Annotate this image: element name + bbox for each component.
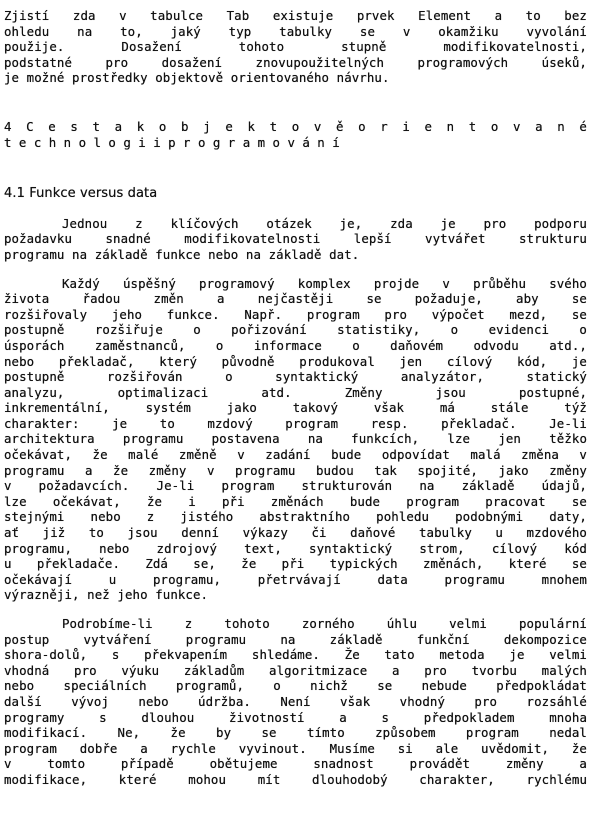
section-heading <box>4 186 587 202</box>
chapter-heading-line-2: t e c h n o l o g i i p r o g r a m o v á n í <box>4 134 340 150</box>
text-line: požadavku snadné modifikovatelnosti lepší vytvářet strukturu <box>4 231 587 247</box>
paragraph-intro <box>4 8 587 86</box>
text-line: postup vytváření programu na základě funkční dekompozice <box>4 631 587 647</box>
text-line: rozšiřovaly jeho funkce. Např. program pro výpočet mezd, se <box>4 306 587 322</box>
text-line: modifikace, které mohou mít dlouhodobý charakter, rychlému <box>4 771 587 787</box>
text-line: v tomto případě obětujeme snadnost provádět změny a <box>4 756 587 772</box>
text-line: nebo speciálních programů, o nichž se nebude předpokládat <box>4 678 587 694</box>
text-line: shora-dolů, s překvapením shledáme. Že tato metoda je velmi <box>4 647 587 663</box>
paragraph-1 <box>4 216 587 263</box>
text-line: Zjistí zda v tabulce Tab existuje prvek Element a to bez <box>4 8 587 23</box>
text-line: programu, nebo zdrojový text, syntaktický strom, cílový kód <box>4 540 587 556</box>
text-line: podstatné pro dosažení znovupoužitelných programových úseků, <box>4 54 587 70</box>
chapter-heading <box>4 119 587 150</box>
text-line: stejnými nebo z jistého abstraktního pohledu podobnými daty, <box>4 509 587 525</box>
text-line: očekávají u programu, přetrvávají data programu mnohem <box>4 571 587 587</box>
text-line: postupně rozšiřuje o pořizování statistiky, o evidenci o <box>4 322 587 338</box>
text-line: programy s dlouhou životností a s předpokladem mnoha <box>4 709 587 725</box>
text-line: života řadou změn a nejčastěji se požaduje, aby se <box>4 291 587 307</box>
section-heading-text: 4.1 Funkce versus data <box>4 186 158 202</box>
paragraph-2 <box>4 276 587 603</box>
text-line: charakter: je to mzdový program resp. překladač. Je-li <box>4 415 587 431</box>
text-line: Podrobíme-li z tohoto zorného úhlu velmi populární <box>62 616 587 631</box>
text-line: analyzu, optimalizaci atd. Změny jsou postupné, <box>4 384 587 400</box>
text-line: modifikací. Ne, že by se tímto způsobem program nedal <box>4 725 587 741</box>
text-line: postupně rozšiřován o syntaktický analyzátor, statický <box>4 369 587 385</box>
text-line: programu a že změny v programu budou tak spojité, jako změny <box>4 462 587 478</box>
text-line: další vývoj nebo údržba. Není však vhodný pro rozsáhlé <box>4 693 587 709</box>
paragraph-3 <box>4 616 587 788</box>
text-line: v požadavcích. Je-li program strukturován na základě údajů, <box>4 478 587 494</box>
text-line: vhodná pro výuku základům algoritmizace a pro tvorbu malých <box>4 662 587 678</box>
text-line: lze očekávat, že i při změnách bude program pracovat se <box>4 493 587 509</box>
text-line: u překladače. Zdá se, že při typických změnách, které se <box>4 556 587 572</box>
text-line: je možné prostředky objektově orientovaného návrhu. <box>4 70 390 86</box>
text-line: použije. Dosažení tohoto stupně modifikovatelnosti, <box>4 39 587 55</box>
text-line: programu na základě funkce nebo na základě dat. <box>4 246 360 262</box>
text-line: ohledu na to, jaký typ tabulky se v okamžiku vyvolání <box>4 23 587 39</box>
text-line: inkrementální, systém jako takový však má stále týž <box>4 400 587 416</box>
text-line: očekávat, že malé změně v zadání bude odpovídat malá změna v <box>4 447 587 463</box>
text-line: úsporách zaměstnanců, o informace o daňovém odvodu atd., <box>4 337 587 353</box>
text-line: Jednou z klíčových otázek je, zda je pro podporu <box>62 215 587 231</box>
chapter-heading-line-1: 4 C e s t a k o b j e k t o v ě o r i e n t o v a n é <box>4 118 587 134</box>
text-line: Každý úspěšný programový komplex projde v průběhu svého <box>62 275 587 291</box>
text-line: program dobře a rychle vyvinout. Musíme si ale uvědomit, že <box>4 740 587 756</box>
text-line: nebo překladač, který původně produkoval jen cílový kód, je <box>4 353 587 369</box>
text-line: ať již to jsou denní výkazy či daňové tabulky u mzdového <box>4 525 587 541</box>
text-line: architektura programu postavena na funkcích, lze jen těžko <box>4 431 587 447</box>
text-line: výrazněji, než jeho funkce. <box>4 587 209 603</box>
